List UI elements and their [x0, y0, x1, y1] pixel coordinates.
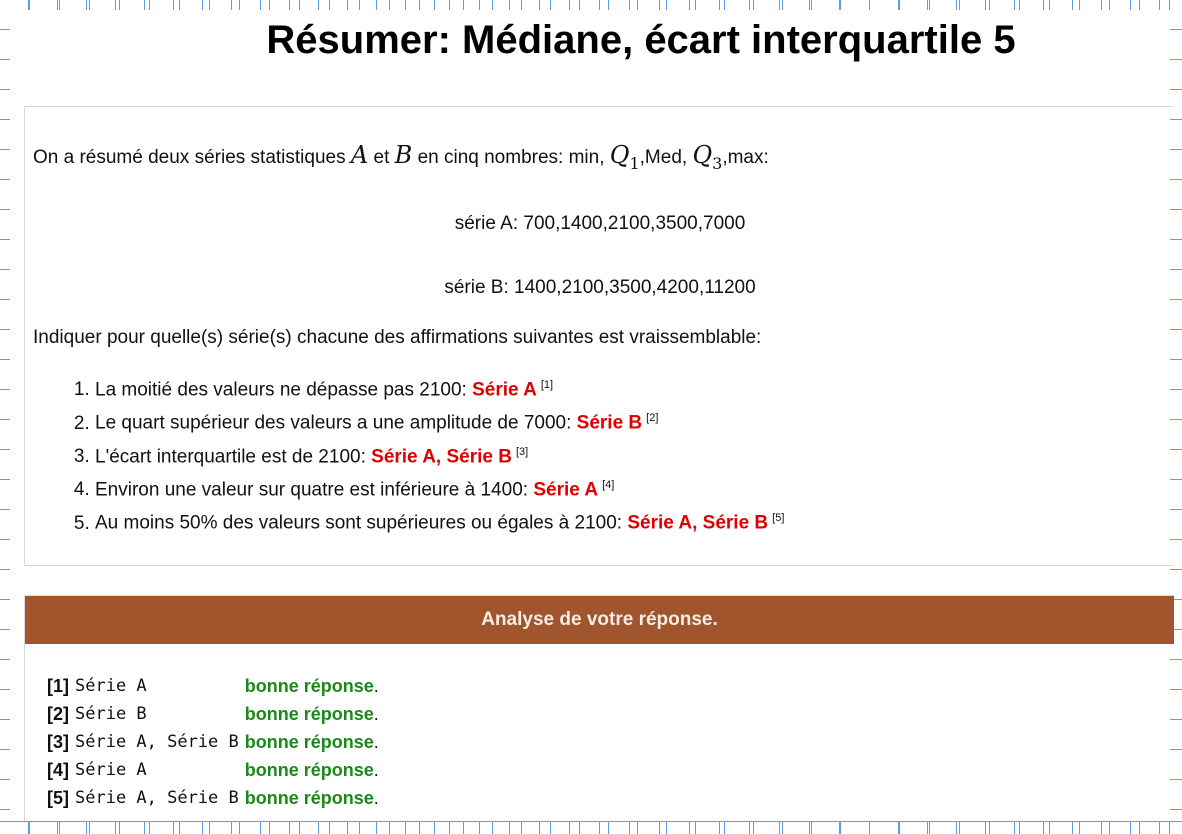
- ruler-top: [0, 0, 1182, 10]
- table-row: [47, 700, 385, 728]
- var-a: A: [350, 141, 369, 169]
- answer-value: Série A, Série B: [371, 445, 512, 467]
- table-row: [47, 728, 385, 756]
- table-row: [47, 784, 385, 812]
- serie-a-summary: série A: 700,1400,2100,3500,7000: [454, 213, 746, 234]
- footnote-ref[interactable]: [1]: [540, 379, 554, 391]
- answer-value: Série B: [576, 412, 643, 434]
- var-b: B: [394, 141, 413, 169]
- worksheet: [12, 10, 1170, 822]
- list-item: 4. Environ une valeur sur quatre est inférieure à 1400: Série A [4]: [95, 471, 784, 504]
- serie-b-summary: série B: 1400,2100,3500,4200,11200: [444, 277, 756, 298]
- row-ref: [2]: [47, 703, 69, 724]
- row-verdict: bonne réponse.: [244, 759, 379, 780]
- row-verdict: bonne réponse.: [244, 731, 379, 752]
- row-answer: Série A, Série B: [75, 788, 239, 808]
- intro-after: en cinq nombres: min,: [417, 147, 605, 168]
- ruler-left: [0, 0, 10, 834]
- intro-and: et: [373, 147, 390, 168]
- answer-value: Série A: [533, 479, 599, 501]
- exercise-panel: [24, 106, 1174, 566]
- list-item: 5. Au moins 50% des valeurs sont supérieures ou égales à 2100: Série A, Série B [5]: [95, 504, 784, 537]
- row-answer: Série A, Série B: [75, 732, 239, 752]
- row-ref: [1]: [47, 675, 69, 696]
- list-item: 3. L'écart interquartile est de 2100: Série A, Série B [3]: [95, 438, 784, 471]
- row-ref: [5]: [47, 787, 69, 808]
- statement-list: [69, 371, 784, 538]
- answer-value: Série A: [472, 379, 537, 401]
- footnote-ref[interactable]: [4]: [602, 478, 615, 491]
- q1-symbol: $Q_1$: [609, 141, 640, 173]
- q3-symbol: $Q_3$: [692, 141, 723, 173]
- feedback-table: [47, 672, 385, 812]
- question-text: Indiquer pour quelle(s) série(s) chacune des affirmations suivantes est vraissemblable:: [33, 327, 762, 348]
- intro-before: On a résumé deux séries statistiques: [33, 147, 346, 168]
- list-item: 2. Le quart supérieur des valeurs a une amplitude de 7000: Série B [2]: [95, 404, 784, 437]
- row-verdict: bonne réponse.: [244, 703, 379, 724]
- list-item: 1. La moitié des valeurs ne dépasse pas 2100: Série A [1]: [95, 371, 784, 404]
- intro-text: [33, 141, 769, 173]
- row-answer: Série A: [75, 760, 147, 780]
- ruler-bottom: [0, 821, 1182, 834]
- row-verdict: bonne réponse.: [244, 675, 379, 696]
- row-answer: Série A: [75, 676, 147, 696]
- analysis-panel: [24, 595, 1174, 822]
- table-row: [47, 672, 385, 700]
- footnote-ref[interactable]: [3]: [515, 445, 529, 458]
- row-verdict: bonne réponse.: [244, 787, 379, 808]
- answer-value: Série A, Série B: [627, 512, 769, 534]
- row-ref: [3]: [47, 731, 69, 752]
- footnote-ref[interactable]: [5]: [772, 512, 785, 525]
- page-title: Résumer: Médiane, écart interquartile 5: [266, 18, 1016, 62]
- row-answer: Série B: [75, 704, 147, 724]
- footnote-ref[interactable]: [2]: [646, 412, 659, 425]
- row-ref: [4]: [47, 759, 69, 780]
- max-label: ,max:: [722, 147, 769, 168]
- med-label: ,Med,: [639, 147, 688, 168]
- analysis-header: Analyse de votre réponse.: [25, 596, 1174, 644]
- table-row: [47, 756, 385, 784]
